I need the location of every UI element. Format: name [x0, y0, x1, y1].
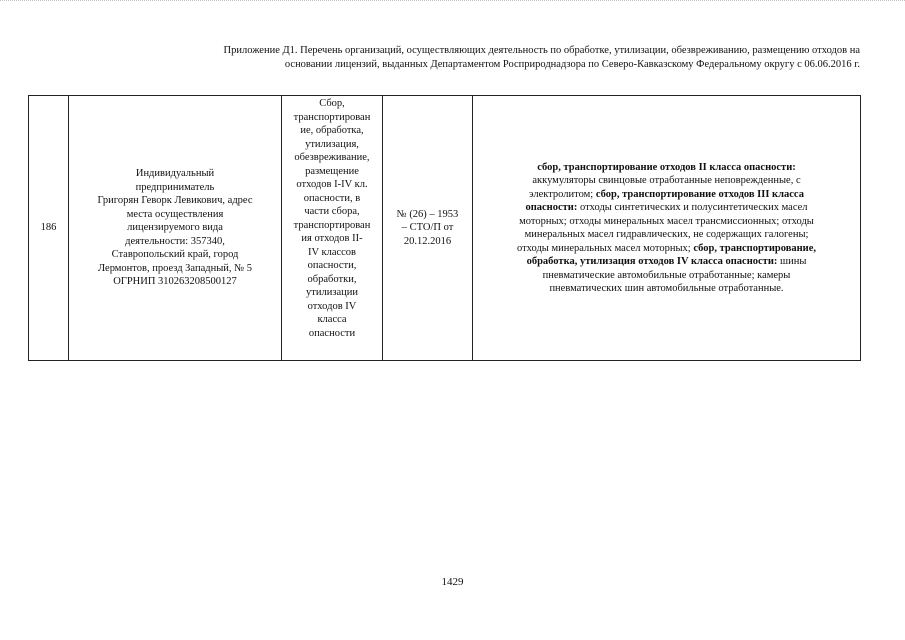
activity-line: ия отходов II- — [301, 233, 363, 244]
license-line: – СТО/П от — [401, 222, 454, 234]
waste-line: пневматических шин автомобильные отработанные. — [549, 283, 784, 294]
license-line: № (26) – 1953 — [396, 208, 459, 220]
activity-line: отходов I-IV кл. — [296, 179, 368, 190]
activity-line: обезвреживание, — [294, 152, 370, 163]
organization-line: ОГРНИП 310263208500127 — [113, 276, 237, 288]
organization-line: Индивидуальный — [135, 168, 215, 180]
activity-line: транспортирован — [293, 219, 371, 231]
waste-line: минеральных масел гидравлических, не содержащих галогены; — [524, 229, 809, 240]
waste-text: отходы минеральных масел моторных; — [516, 242, 694, 254]
activity-line: отходов IV — [307, 300, 357, 312]
activity-line: опасности — [308, 327, 356, 339]
activity-line: Сбор, — [319, 98, 345, 109]
activity-line: утилизации — [306, 287, 358, 298]
organization-line: деятельности: 357340, — [125, 235, 225, 247]
license-line: 20.12.2016 — [403, 235, 452, 247]
waste-line — [475, 188, 858, 202]
scan-artifact-top — [0, 0, 905, 9]
waste-line: моторных; отходы минеральных масел трансмиссионных; отходы — [519, 215, 814, 227]
waste-text: шины — [777, 256, 807, 267]
activity-line: опасности, — [307, 260, 357, 271]
activity-line: опасности, в — [303, 192, 361, 204]
waste-category-heading: сбор, транспортирование, — [693, 242, 817, 254]
organization-line: места осуществления — [126, 208, 224, 220]
waste-types-cell — [473, 96, 861, 361]
waste-line: аккумуляторы свинцовые отработанные неповрежденные, с — [532, 175, 801, 186]
waste-line: пневматические автомобильные отработанные; камеры — [542, 269, 791, 281]
waste-line — [475, 242, 858, 256]
organization-line: лицензируемого вида — [127, 222, 223, 234]
waste-category-heading: обработка, утилизация отходов IV класса опасности: — [526, 256, 778, 267]
activity-line: транспортирован — [293, 111, 371, 123]
waste-line — [475, 255, 858, 269]
activity-line: размещение — [305, 165, 359, 177]
header-line-1: Приложение Д1. Перечень организаций, осуществляющих деятельность по обработке, утилизации, обезвреживанию, размещению отходов на — [223, 45, 860, 56]
page-number: 1429 — [441, 576, 464, 588]
license-cell — [383, 96, 473, 361]
waste-line — [475, 201, 858, 215]
waste-category-heading: сбор, транспортирование отходов III класса — [595, 188, 804, 200]
activity-line: IV классов — [307, 246, 357, 258]
activity-line: класса — [317, 314, 347, 325]
organization-line: предприниматель — [135, 181, 215, 193]
activity-line: обработки, — [307, 273, 357, 285]
waste-line: сбор, транспортирование отходов II класса опасности: — [537, 161, 796, 173]
waste-category-heading: опасности: — [525, 202, 578, 213]
organization-line: Григорян Геворк Левикович, адрес — [97, 195, 253, 207]
header-line-2: основании лицензий, выданных Департаментом Росприроднадзора по Северо-Кавказскому Федеральному округу с 06.06.2016 г. — [284, 59, 860, 70]
organization-line: Лермонтов, проезд Западный, № 5 — [97, 262, 253, 274]
row-number-cell: 186 — [29, 96, 69, 361]
waste-text: электролитом; — [529, 188, 596, 200]
organization-line: Ставропольский край, город — [111, 249, 239, 261]
activity-line: утилизация, — [305, 138, 359, 150]
activities-cell — [282, 96, 383, 361]
organization-cell — [69, 96, 282, 361]
organizations-table — [28, 95, 861, 361]
activity-line: ие, обработка, — [300, 125, 364, 136]
waste-text: отходы синтетических и полусинтетических масел — [577, 202, 808, 213]
activity-line: части сбора, — [304, 206, 360, 217]
document-header — [60, 44, 860, 72]
table-row — [29, 96, 861, 361]
